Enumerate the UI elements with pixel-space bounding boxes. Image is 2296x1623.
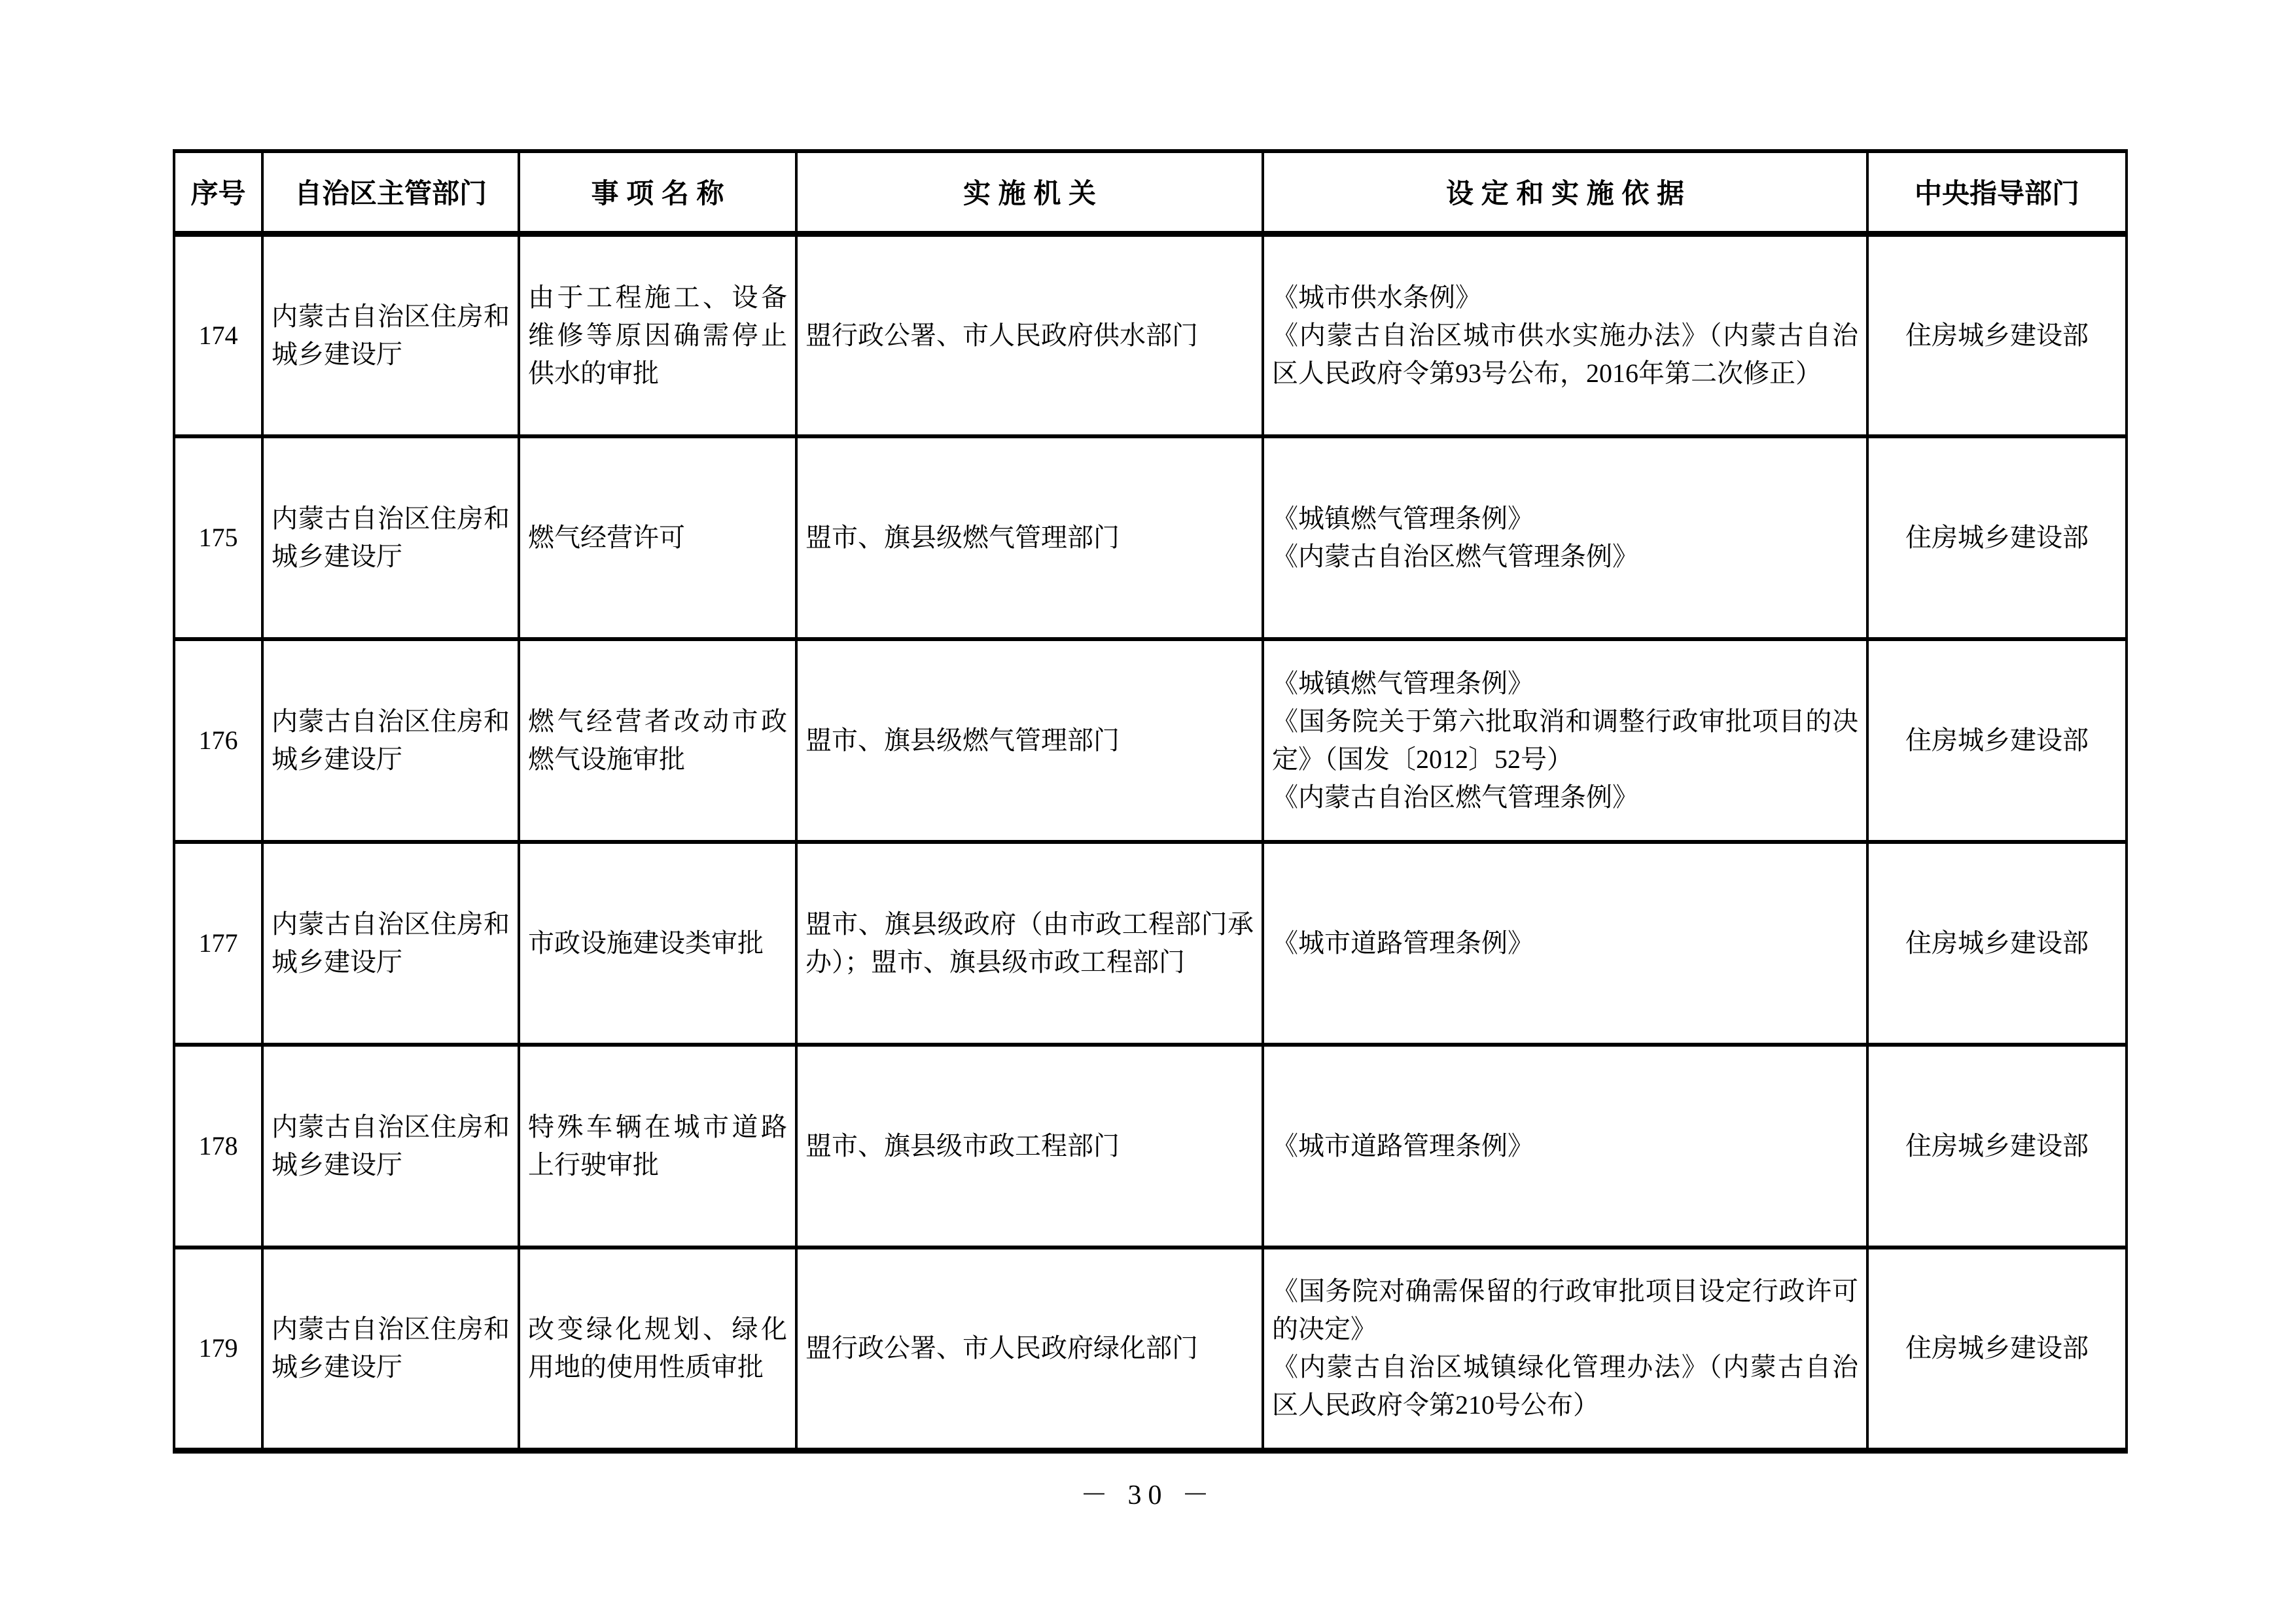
cell-index: 179 [174, 1248, 262, 1450]
cell-agency: 盟市、旗县级燃气管理部门 [796, 436, 1263, 639]
cell-basis [1263, 1248, 1867, 1450]
cell-item-name: 特殊车辆在城市道路上行驶审批 [519, 1045, 796, 1248]
cell-department: 内蒙古自治区住房和城乡建设厅 [262, 436, 519, 639]
cell-central-department: 住房城乡建设部 [1867, 436, 2127, 639]
cell-index: 176 [174, 639, 262, 842]
cell-index: 177 [174, 842, 262, 1045]
cell-agency: 盟市、旗县级市政工程部门 [796, 1045, 1263, 1248]
basis-line: 《城市道路管理条例》 [1272, 1131, 1534, 1161]
cell-basis [1263, 842, 1867, 1045]
cell-central-department: 住房城乡建设部 [1867, 1248, 2127, 1450]
basis-line: 《国务院对确需保留的行政审批项目设定行政许可的决定》 [1272, 1276, 1858, 1344]
header-department: 自治区主管部门 [262, 151, 519, 234]
table-row [174, 842, 2127, 1045]
page-number: － 30 － [1080, 1480, 1216, 1510]
approval-items-table [173, 149, 2128, 1454]
table-row [174, 436, 2127, 639]
cell-index: 178 [174, 1045, 262, 1248]
basis-line: 《城市道路管理条例》 [1272, 928, 1534, 958]
cell-central-department: 住房城乡建设部 [1867, 1045, 2127, 1248]
cell-central-department: 住房城乡建设部 [1867, 639, 2127, 842]
table-row [174, 639, 2127, 842]
cell-agency: 盟行政公署、市人民政府绿化部门 [796, 1248, 1263, 1450]
cell-department: 内蒙古自治区住房和城乡建设厅 [262, 234, 519, 436]
cell-basis [1263, 234, 1867, 436]
table-row [174, 234, 2127, 436]
cell-agency: 盟市、旗县级政府（由市政工程部门承办）；盟市、旗县级市政工程部门 [796, 842, 1263, 1045]
header-basis: 设 定 和 实 施 依 据 [1263, 151, 1867, 234]
cell-basis [1263, 639, 1867, 842]
cell-central-department: 住房城乡建设部 [1867, 842, 2127, 1045]
cell-item-name: 燃气经营者改动市政燃气设施审批 [519, 639, 796, 842]
cell-item-name: 燃气经营许可 [519, 436, 796, 639]
basis-line: 《城镇燃气管理条例》 [1272, 504, 1534, 533]
basis-line: 《城镇燃气管理条例》 [1272, 669, 1534, 698]
cell-central-department: 住房城乡建设部 [1867, 234, 2127, 436]
cell-agency: 盟行政公署、市人民政府供水部门 [796, 234, 1263, 436]
table-row [174, 1248, 2127, 1450]
table-header-row [174, 151, 2127, 234]
cell-item-name: 改变绿化规划、绿化用地的使用性质审批 [519, 1248, 796, 1450]
cell-index: 175 [174, 436, 262, 639]
basis-line: 《内蒙古自治区燃气管理条例》 [1272, 542, 1638, 571]
basis-line: 《国务院关于第六批取消和调整行政审批项目的决定》（国发〔2012〕52号） [1272, 707, 1858, 774]
basis-line: 《城市供水条例》 [1272, 282, 1481, 312]
basis-line: 《内蒙古自治区燃气管理条例》 [1272, 782, 1638, 812]
basis-line: 《内蒙古自治区城市供水实施办法》（内蒙古自治区人民政府令第93号公布，2016年第二次修正） [1272, 320, 1858, 388]
cell-index: 174 [174, 234, 262, 436]
header-implementing-agency: 实 施 机 关 [796, 151, 1263, 234]
header-central-department: 中央指导部门 [1867, 151, 2127, 234]
header-index: 序号 [174, 151, 262, 234]
cell-item-name: 市政设施建设类审批 [519, 842, 796, 1045]
cell-department: 内蒙古自治区住房和城乡建设厅 [262, 842, 519, 1045]
table-row [174, 1045, 2127, 1248]
cell-item-name: 由于工程施工、设备维修等原因确需停止供水的审批 [519, 234, 796, 436]
basis-line: 《内蒙古自治区城镇绿化管理办法》（内蒙古自治区人民政府令第210号公布） [1272, 1352, 1858, 1420]
cell-department: 内蒙古自治区住房和城乡建设厅 [262, 1045, 519, 1248]
cell-department: 内蒙古自治区住房和城乡建设厅 [262, 639, 519, 842]
cell-department: 内蒙古自治区住房和城乡建设厅 [262, 1248, 519, 1450]
cell-basis [1263, 436, 1867, 639]
header-item-name: 事 项 名 称 [519, 151, 796, 234]
cell-basis [1263, 1045, 1867, 1248]
cell-agency: 盟市、旗县级燃气管理部门 [796, 639, 1263, 842]
